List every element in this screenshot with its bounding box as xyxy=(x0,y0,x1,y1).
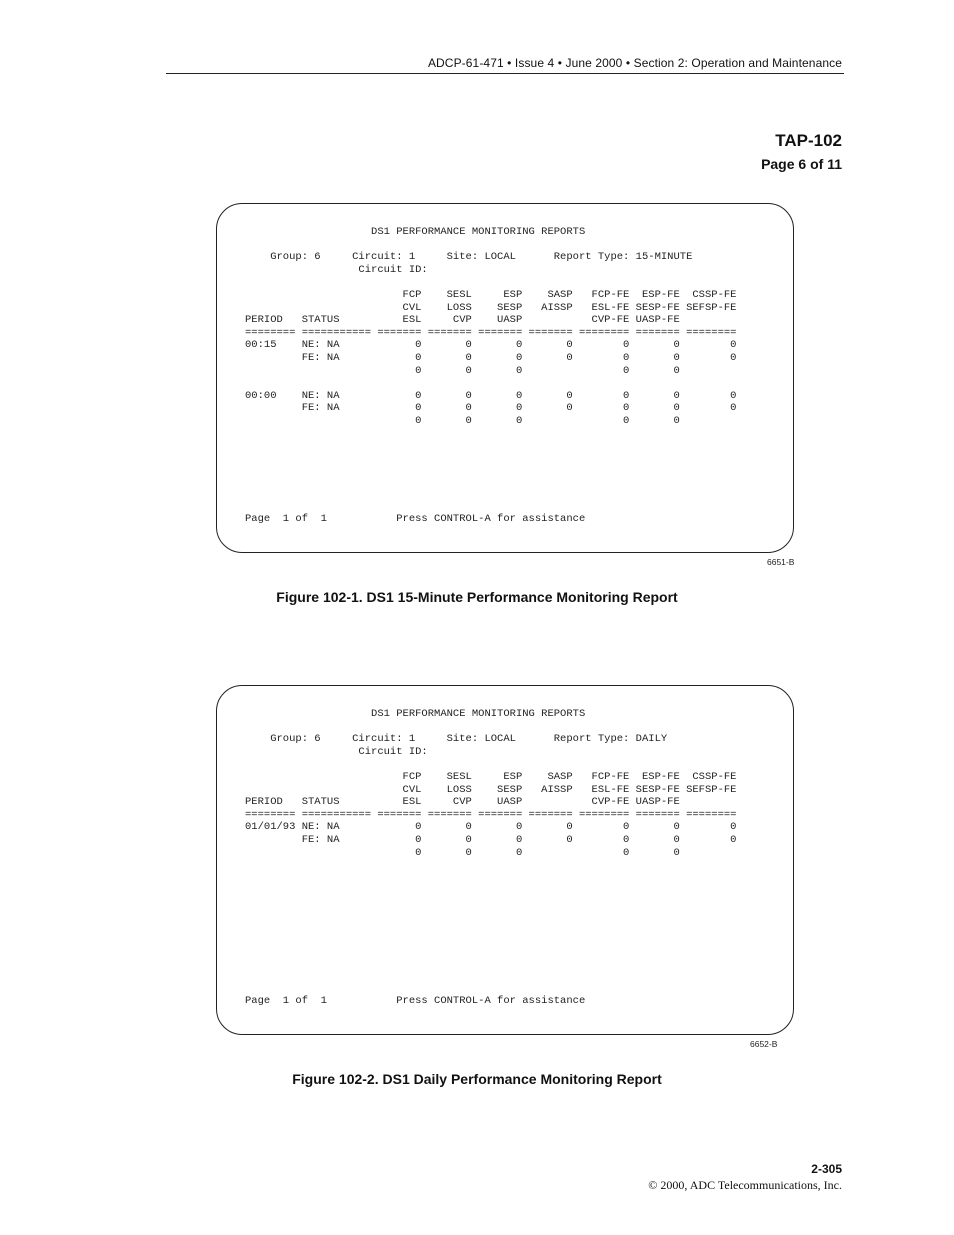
copyright-notice: © 2000, ADC Telecommunications, Inc. xyxy=(648,1178,842,1192)
header-rule xyxy=(166,73,844,74)
figure-code: 6651-B xyxy=(767,557,795,567)
page-number: 2-305 xyxy=(811,1162,842,1176)
terminal-screen-daily-report xyxy=(216,685,794,1035)
screen-footer-line: Page 1 of 1 Press CONTROL-A for assistance xyxy=(245,513,586,526)
figure-caption: Figure 102-1. DS1 15-Minute Performance Monitoring Report xyxy=(276,589,678,605)
screen-footer-line: Page 1 of 1 Press CONTROL-A for assistance xyxy=(245,995,586,1008)
figure-caption: Figure 102-2. DS1 Daily Performance Monitoring Report xyxy=(292,1071,662,1087)
procedure-page-indicator: Page 6 of 11 xyxy=(761,156,842,172)
terminal-screen-15-minute-report xyxy=(216,203,794,553)
report-screen-text: DS1 PERFORMANCE MONITORING REPORTS Group: 6 Circuit: 1 Site: LOCAL Report Type: DAILY Circuit ID: FCP SESL ESP SASP FCP-FE ESP-FE CSSP-FE CVL LOSS SESP AISSP ESL-FE SESP-FE SEFSP-FE PERIOD STATUS ESL CVP UASP CVP-FE UASP-FE ======== =========== ======= ======= ======= ======= ======== ======= ======== 01/01/93 NE: NA 0 0 0 0 0 0 0 FE: NA 0 0 0 0 0 0 0 0 0 0 0 0 xyxy=(245,708,737,859)
report-screen-text: DS1 PERFORMANCE MONITORING REPORTS Group: 6 Circuit: 1 Site: LOCAL Report Type: 15-MINUTE Circuit ID: FCP SESL ESP SASP FCP-FE ESP-FE CSSP-FE CVL LOSS SESP AISSP ESL-FE SESP-FE SEFSP-FE PERIOD STATUS ESL CVP UASP CVP-FE UASP-FE ======== =========== ======= ======= ======= ======= ======== ======= ======== 00:15 NE: NA 0 0 0 0 0 0 0 FE: NA 0 0 0 0 0 0 0 0 0 0 0 0 00:00 NE: NA 0 0 0 0 0 0 0 FE: NA 0 0 0 0 0 0 0 0 0 0 0 0 xyxy=(245,226,737,427)
figure-code: 6652-B xyxy=(750,1039,778,1049)
running-head: ADCP-61-471 • Issue 4 • June 2000 • Section 2: Operation and Maintenance xyxy=(427,56,842,70)
procedure-title: TAP-102 xyxy=(775,131,842,150)
